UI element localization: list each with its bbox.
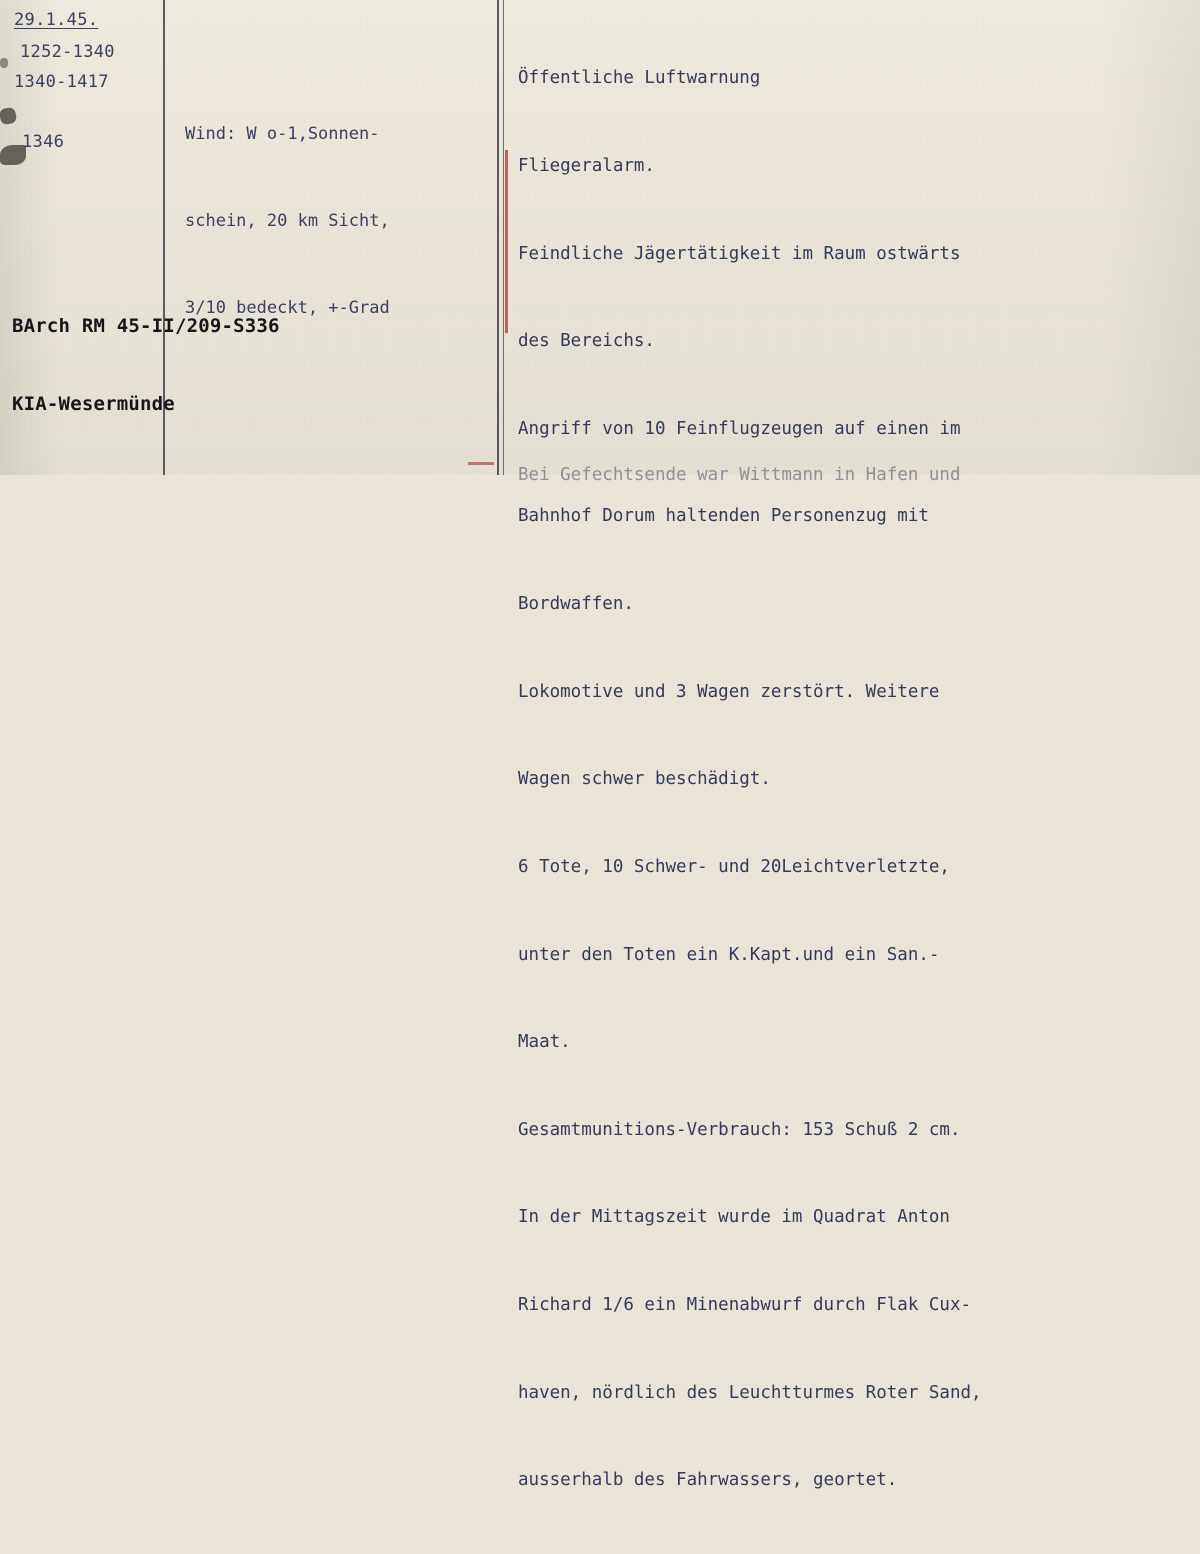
- entry-line: Gesamtmunitions-Verbrauch: 153 Schuß 2 cm.: [518, 1119, 961, 1140]
- entry-line: 6 Tote, 10 Schwer- und 20Leichtverletzte,: [518, 856, 950, 877]
- time-entry-1: 1252-1340: [20, 42, 115, 62]
- edge-smudge-small: [0, 58, 8, 68]
- entry-line-clipped: Bei Gefechtsende war Wittmann in Hafen und: [518, 465, 961, 485]
- entry-line: haven, nördlich des Leuchtturmes Roter Sand,: [518, 1382, 982, 1403]
- time-entry-3: 1346: [22, 132, 65, 152]
- entry-line: Bahnhof Dorum haltenden Personenzug mit: [518, 506, 929, 527]
- entry-line: unter den Toten ein K.Kapt.und ein San.-: [518, 944, 940, 965]
- archive-signature: BArch RM 45-II/209-S336: [12, 315, 280, 337]
- archive-caption: [12, 261, 280, 469]
- weather-line-2: schein, 20 km Sicht,: [185, 211, 390, 231]
- weather-line-1: Wind: W o-1,Sonnen-: [185, 124, 380, 144]
- column-rule-2: [497, 0, 499, 475]
- entry-line: des Bereichs.: [518, 331, 655, 352]
- entry-line: In der Mittagszeit wurde im Quadrat Anton: [518, 1207, 950, 1228]
- red-margin-mark: [505, 150, 508, 333]
- entry-line: ausserhalb des Fahrwassers, geortet.: [518, 1470, 898, 1491]
- entry-date: 29.1.45.: [14, 10, 99, 30]
- edge-smudge-upper: [0, 107, 17, 126]
- entry-line: Angriff von 10 Feinflugzeugen auf einen im: [518, 418, 961, 439]
- entry-line: Richard 1/6 ein Minenabwurf durch Flak Cux-: [518, 1294, 972, 1315]
- entry-line: Bordwaffen.: [518, 594, 634, 615]
- entry-line: Maat.: [518, 1032, 571, 1053]
- archive-location: KIA-Wesermünde: [12, 393, 175, 415]
- entry-line: Feindliche Jägertätigkeit im Raum ostwärts: [518, 243, 961, 264]
- entry-line: Öffentliche Luftwarnung: [518, 68, 761, 89]
- entry-line: Lokomotive und 3 Wagen zerstört. Weitere: [518, 681, 940, 702]
- red-margin-tick: [468, 462, 494, 465]
- time-column: [14, 6, 154, 152]
- entry-text-column: [518, 6, 1190, 1554]
- entry-line: Wagen schwer beschädigt.: [518, 769, 771, 790]
- entry-line: Fliegeralarm.: [518, 156, 655, 177]
- time-entry-2: 1340-1417: [14, 72, 109, 92]
- column-rule-2b: [503, 0, 504, 475]
- weather-line-3: 3/10 bedeckt, +-Grad: [185, 298, 390, 318]
